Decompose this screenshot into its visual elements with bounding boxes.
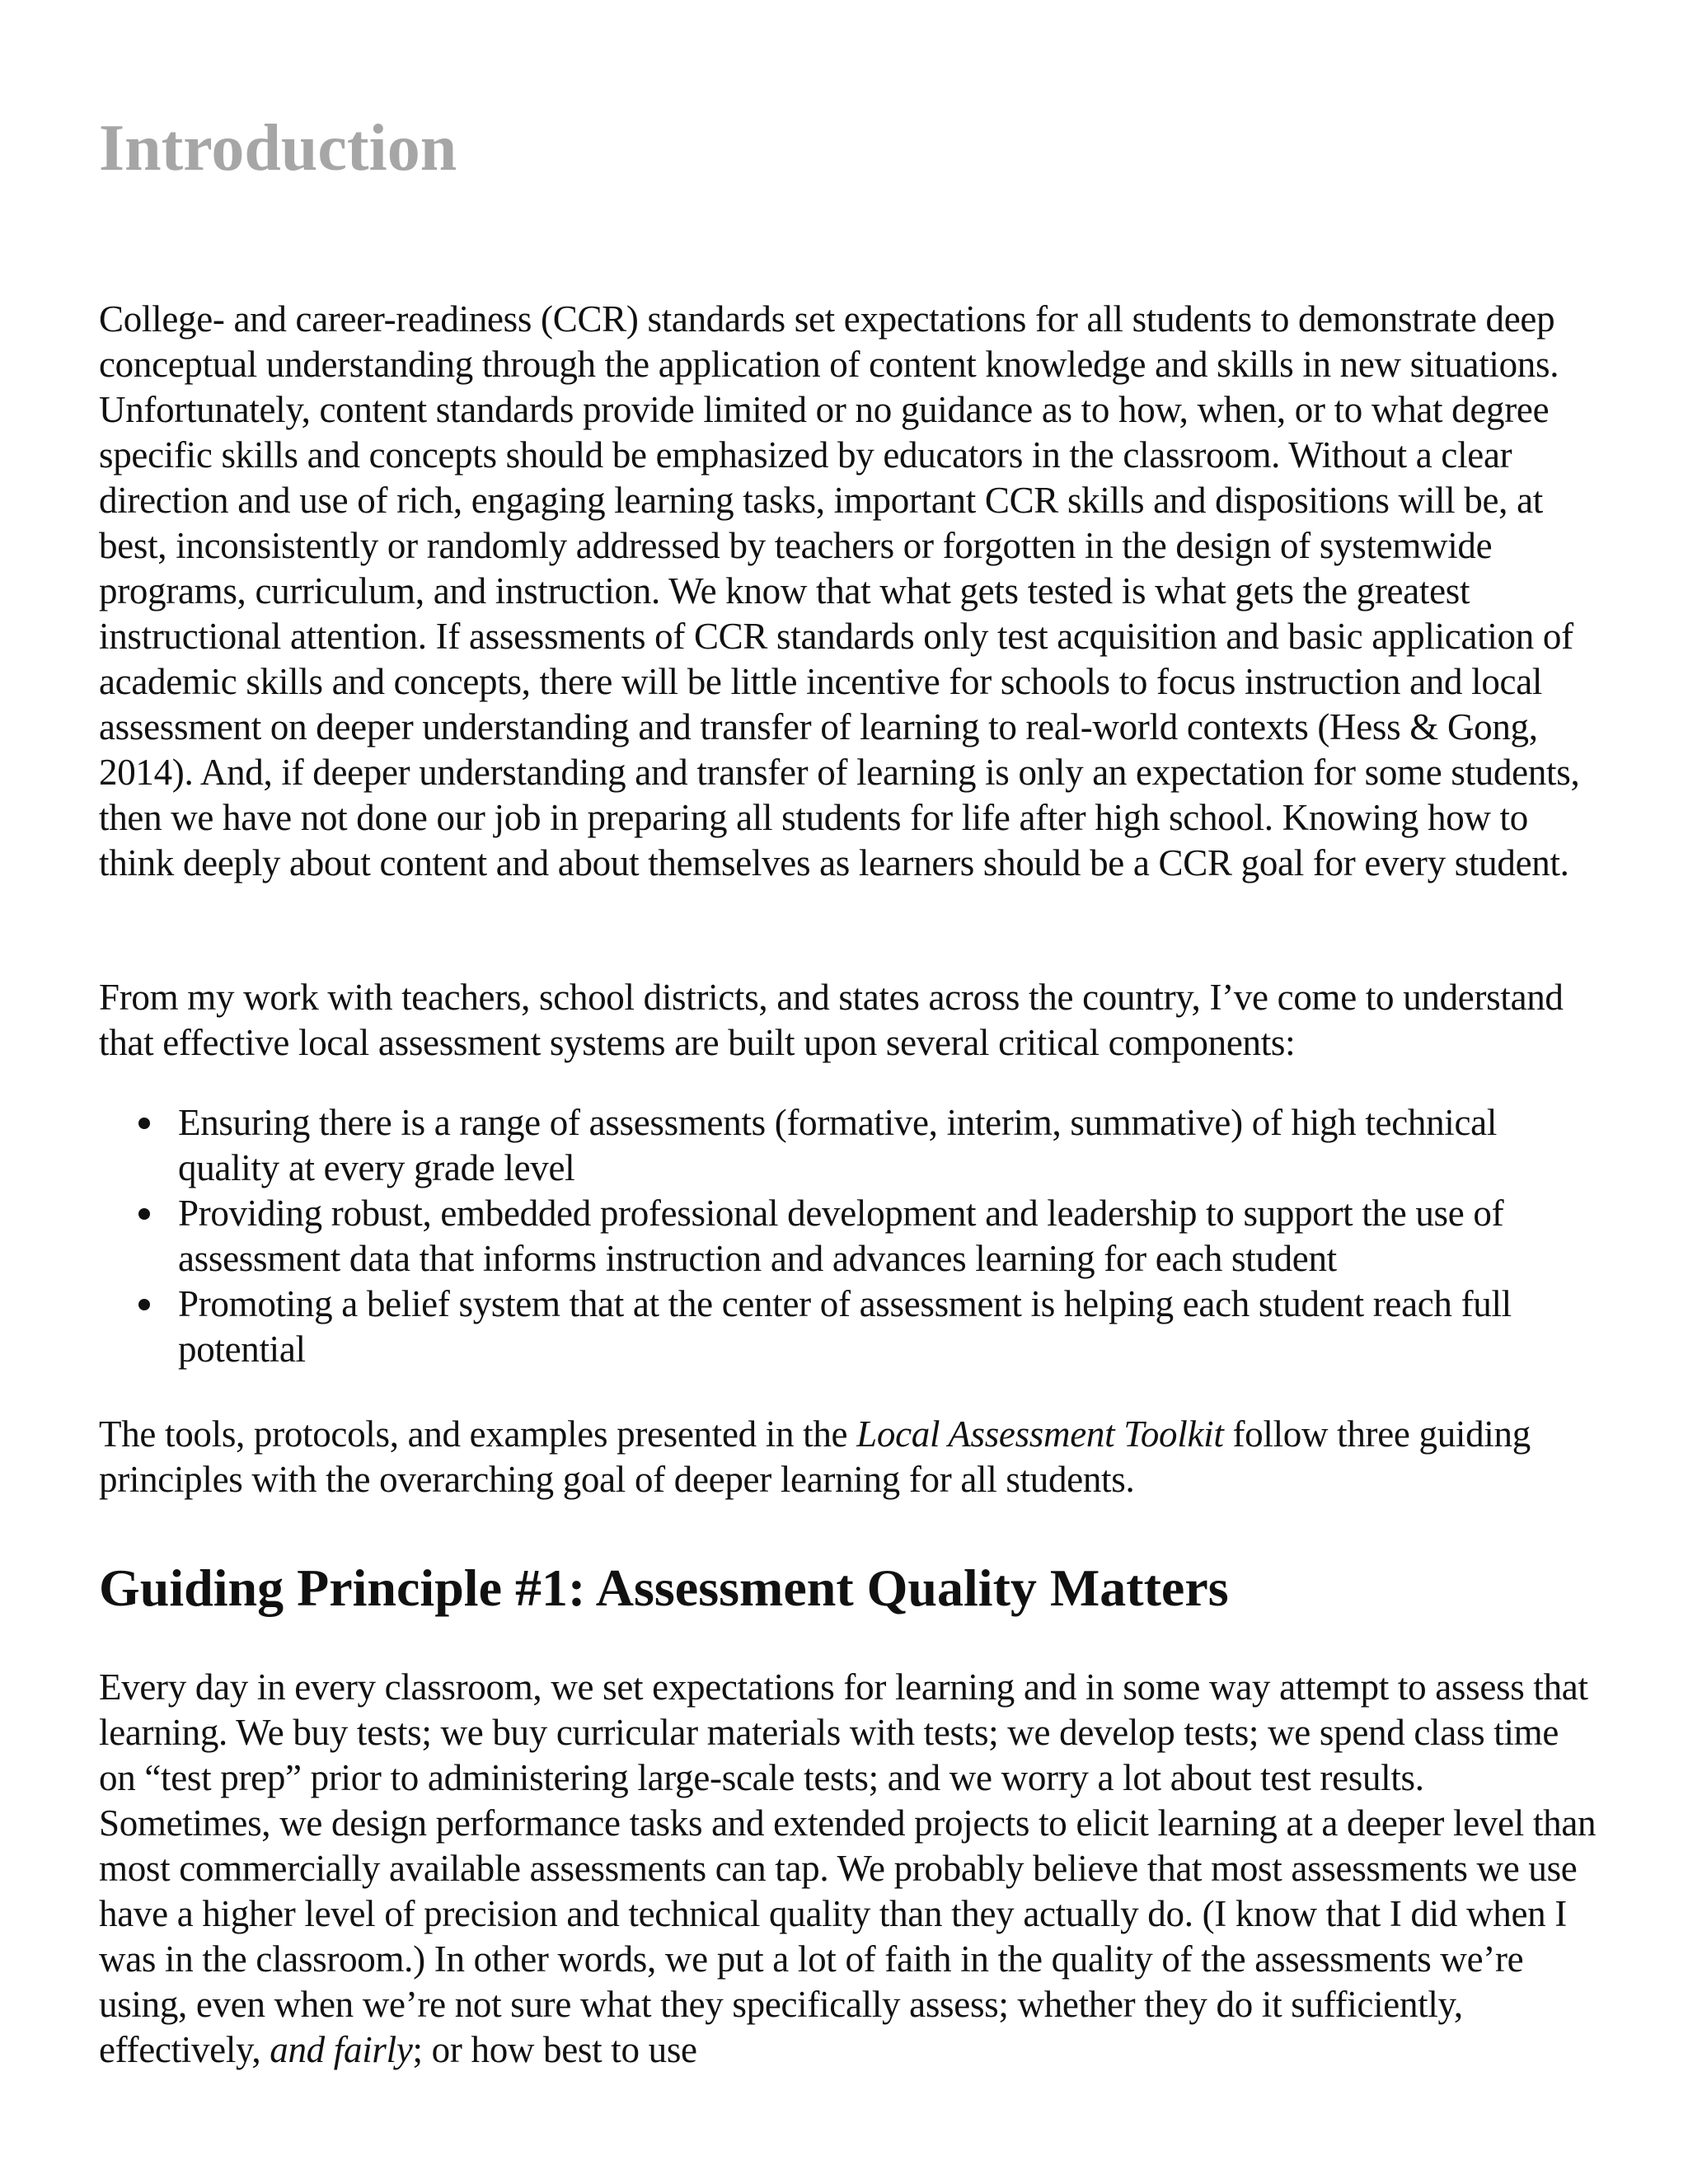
list-item (178, 1282, 1599, 1372)
principle-paragraph (99, 1665, 1599, 2073)
components-paragraph: From my work with teachers, school districts, and states across the country, I’ve come to understand that effective local assessment systems are built upon several critical components: (99, 977, 1564, 1063)
intro-paragraph: College- and career-readiness (CCR) standards set expectations for all students to demonstrate deep conceptual understanding through the application of content knowledge and skills in new situations. Unfortunately, content standards provide limited or no guidance as to how, when, or to what degree specific skills and concepts should be emphasized by educators in the classroom. Without a clear direction and use of rich, engaging learning tasks, important CCR skills and dispositions will be, at best, inconsistently or randomly addressed by teachers or forgotten in the design of systemwide programs, curriculum, and instruction. We know that what gets tested is what gets the greatest instructional attention. If assessments of CCR standards only test acquisition and basic application of academic skills and concepts, there will be little incentive for schools to focus instruction and local assessment on deeper understanding and transfer of learning to real-world contexts (Hess & Gong, 2014). And, if deeper understanding and transfer of learning is only an expectation for some students, then we have not done our job in preparing all students for life after high school. Knowing how to think deeply about content and about themselves as learners should be a CCR goal for every student. (99, 298, 1580, 883)
section-heading: Guiding Principle #1: Assessment Quality Matters (99, 1558, 1229, 1617)
components-list (99, 1100, 1599, 1372)
list-item (178, 1100, 1599, 1191)
toolkit-paragraph (99, 1412, 1599, 1502)
toolkit-title: Local Assessment Toolkit (856, 1413, 1224, 1455)
list-item-text: Ensuring there is a range of assessments (formative, interim, summative) of high technical quality at every grade level (178, 1102, 1498, 1188)
principle-text-after: ; or how best to use (412, 2029, 697, 2070)
list-item-text: Promoting a belief system that at the center of assessment is helping each student reach full potential (178, 1283, 1512, 1370)
page-title: Introduction (99, 112, 457, 185)
toolkit-text-after: follow three guiding principles with the overarching goal of deeper learning for all students. (99, 1413, 1531, 1500)
list-item-text: Providing robust, embedded professional development and leadership to support the use of assessment data that informs instruction and advances learning for each student (178, 1193, 1504, 1279)
bullet-icon (138, 1118, 150, 1129)
principle-text-before: Every day in every classroom, we set expectations for learning and in some way attempt to assess that learning. We buy tests; we buy curricular materials with tests; we develop tests; we spend class time on “test prep” prior to administering large-scale tests; and we worry a lot about test results. Sometimes, we design performance tasks and extended projects to elicit learning at a deeper level than most commercially available assessments can tap. We probably believe that most assessments we use have a higher level of precision and technical quality than they actually do. (I know that I did when I was in the classroom.) In other words, we put a lot of faith in the quality of the assessments we’re using, even when we’re not sure what they specifically assess; whether they do it sufficiently, effectively, (99, 1666, 1597, 2070)
principle-emphasis: and fairly (270, 2029, 413, 2070)
toolkit-text-before: The tools, protocols, and examples presented in the (99, 1413, 857, 1455)
bullet-icon (138, 1299, 150, 1310)
bullet-icon (138, 1208, 150, 1220)
list-item (178, 1191, 1599, 1282)
